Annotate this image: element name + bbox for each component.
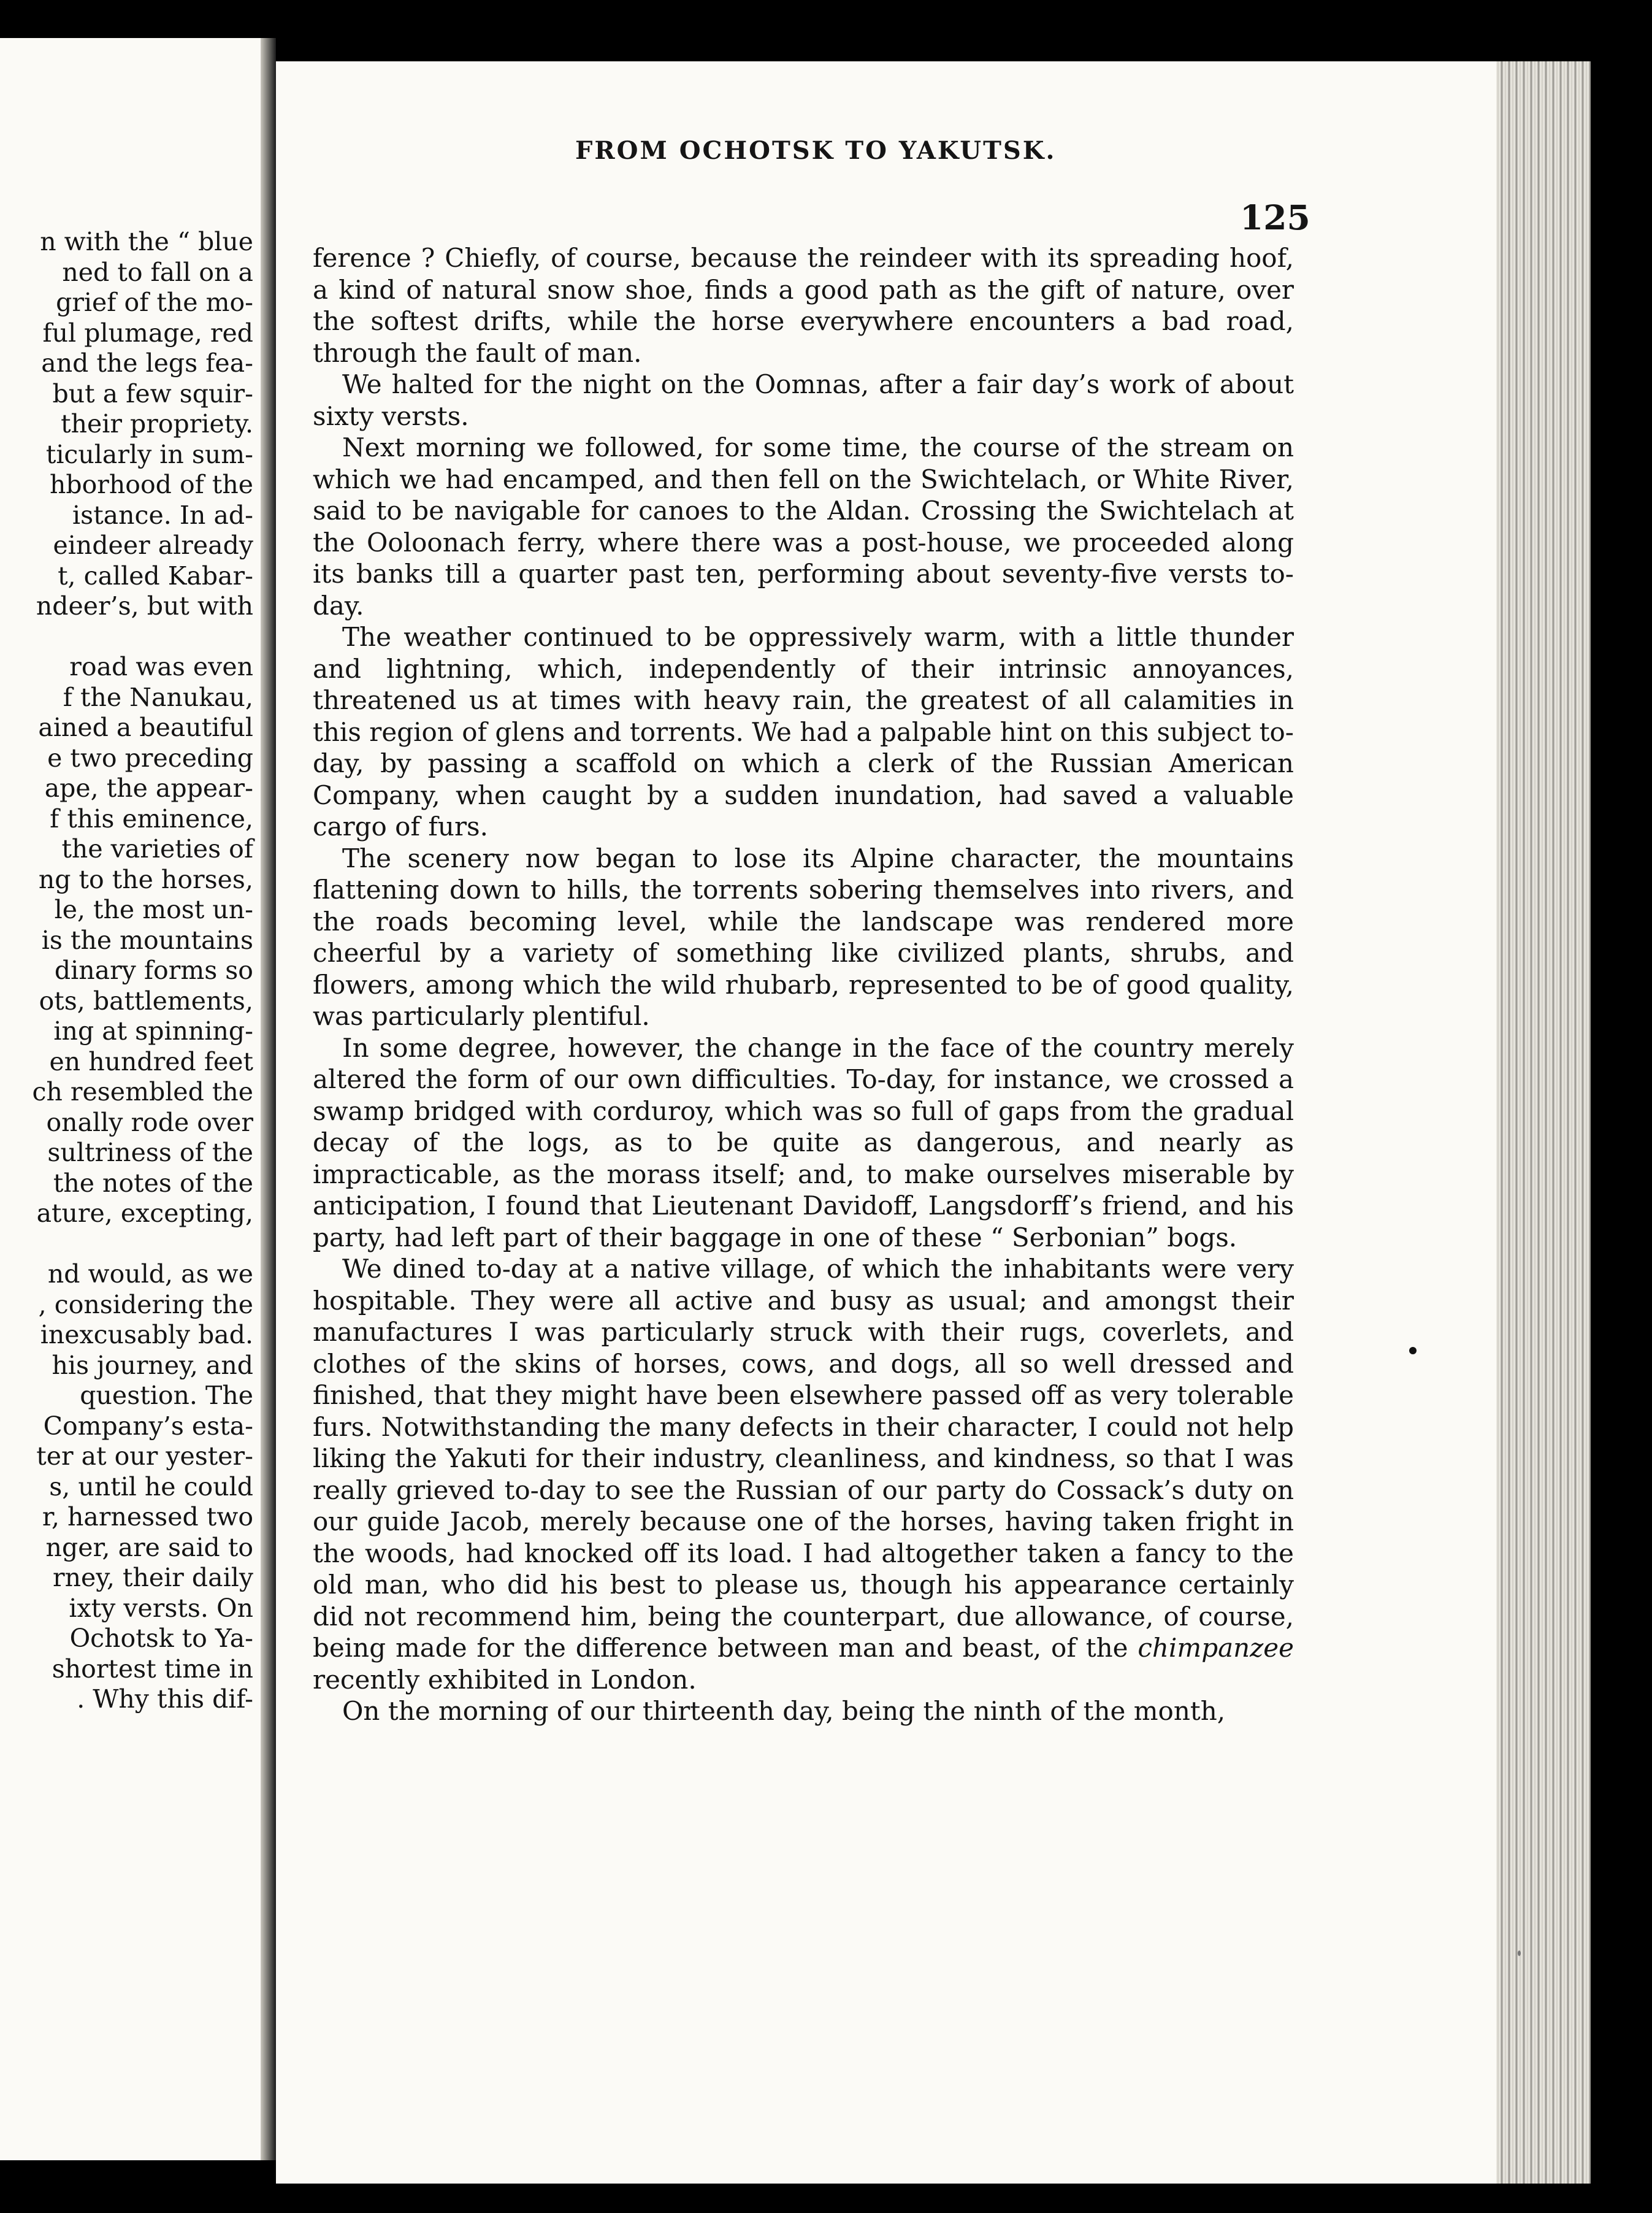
left-page-line: eindeer already	[53, 531, 253, 560]
paragraph: Next morning we followed, for some time, the course of the stream on which we had encamped, and then fell on the Swichtelach, or White River, said to be navigable for canoes to the Aldan. Crossing the Swichtelach at the Ooloonach ferry, where there was a post-house, we proceeded along its banks till a quarter past ten, performing about seventy-five versts to-day.	[313, 432, 1294, 621]
paragraph: We halted for the night on the Oomnas, after a fair day’s work of about sixty versts.	[313, 369, 1294, 431]
previous-page	[0, 38, 261, 2160]
left-page-line: ndeer’s, but with	[36, 591, 253, 621]
left-page-line: en hundred feet	[49, 1046, 253, 1076]
left-page-line: , considering the	[38, 1289, 253, 1319]
italic-word: chimpanzee	[1138, 1633, 1294, 1663]
paragraph: The scenery now began to lose its Alpine character, the mountains flattening down to hills, the torrents sobering themselves into rivers, and the roads becoming level, while the landscape was rendered more cheerful by a variety of something like civilized plants, shrubs, and flowers, among which the wild rhubarb, represented to be of good quality, was particularly plentiful.	[313, 843, 1294, 1031]
left-page-line: dinary forms so	[54, 956, 253, 985]
left-page-line: ained a beautiful	[38, 713, 253, 742]
left-page-line: hborhood of the	[49, 470, 253, 499]
left-page-line: inexcusably bad.	[40, 1320, 253, 1349]
left-page-line: ng to the horses,	[38, 864, 253, 894]
paragraph	[313, 1253, 1294, 1695]
left-page-line: rney, their daily	[52, 1563, 253, 1592]
left-page-line: ing at spinning-	[53, 1016, 253, 1046]
paragraph-text: We dined to-day at a native village, of which the inhabitants were very hospitable. They were all active and busy as usual; and amongst their manufactures I was particularly struck with their rugs, coverlets, and clothes of the skins of horses, cows, and dogs, all so well dressed and finished, that they might have been elsewhere passed off as very tolerable furs. Notwithstanding the many defects in their character, I could not help liking the Yakuti for their industry, cleanliness, and kindness, so that I was really grieved to-day to see the Russian of our party do Cossack’s duty on our guide Jacob, merely because one of the horses, having taken fright in the woods, had knocked off its load. I had altogether taken a fancy to the old man, who did his best to please us, though his appearance certainly did not recommend him, being the counterpart, due allowance, of course, being made for the difference between man and beast, of the	[313, 1254, 1294, 1663]
left-page-line: t, called Kabar-	[58, 561, 253, 591]
left-page-line: shortest time in	[52, 1654, 253, 1684]
page-fore-edge	[1496, 61, 1591, 2184]
left-page-line: ter at our yester-	[36, 1441, 253, 1471]
ink-speck	[1409, 1347, 1417, 1354]
left-page-line: but a few squir-	[52, 378, 253, 408]
left-page-line: grief of the mo-	[56, 288, 253, 317]
left-page-line: f this eminence,	[50, 804, 253, 834]
book-gutter	[261, 38, 276, 2160]
left-page-line: ned to fall on a	[62, 257, 253, 287]
left-page-line: n with the “ blue	[40, 227, 253, 256]
left-page-line: le, the most un-	[54, 895, 253, 924]
paragraph: In some degree, however, the change in the face of the country merely altered the form of our own difficulties. To-day, for instance, we crossed a swamp bridged with corduroy, which was so full of gaps from the gradual decay of the logs, as to be quite as dangerous, and nearly as impracticable, as the morass itself; and, to make ourselves miserable by anticipation, I found that Lieutenant Davidoff, Langsdorff’s friend, and his party, had left part of their baggage in one of these “ Serbonian” bogs.	[313, 1032, 1294, 1252]
page-number: 125	[1240, 198, 1310, 237]
left-page-line: ape, the appear-	[44, 773, 253, 803]
left-page-line: e two preceding	[47, 743, 253, 773]
left-page-line: sultriness of the	[47, 1138, 253, 1167]
left-page-line: nger, are said to	[45, 1532, 253, 1562]
left-page-line: ful plumage, red	[42, 318, 253, 348]
left-page-line: . Why this dif-	[77, 1684, 253, 1714]
left-page-line: ixty versts. On	[69, 1593, 253, 1623]
left-page-line: Ochotsk to Ya-	[69, 1624, 253, 1653]
paragraph-text-end: recently exhibited in London.	[313, 1664, 697, 1695]
left-page-line: onally rode over	[46, 1107, 253, 1137]
left-page-line: nd would, as we	[47, 1259, 253, 1289]
left-page-line: s, until he could	[49, 1471, 253, 1502]
running-title: FROM OCHOTSK TO YAKUTSK.	[575, 136, 1057, 165]
left-page-line: Company’s esta-	[43, 1411, 253, 1441]
left-page-line: ots, battlements,	[39, 986, 253, 1016]
left-page-line: f the Nanukau,	[63, 682, 253, 712]
left-page-line: ature, excepting,	[36, 1199, 253, 1228]
left-page-line: question. The	[80, 1381, 253, 1410]
left-page-line: r, harnessed two	[42, 1502, 253, 1532]
ink-speck	[1518, 1950, 1521, 1956]
paragraph: The weather continued to be oppressively warm, with a little thunder and lightning, which, independently of their intrinsic annoyances, threatened us at times with heavy rain, the greatest of all calamities in this region of glens and torrents. We had a palpable hint on this subject to-day, by passing a scaffold on which a clerk of the Russian American Company, when caught by a sudden inundation, had saved a valuable cargo of furs.	[313, 622, 1294, 842]
left-page-line: is the mountains	[41, 925, 253, 955]
left-page-line: road was even	[69, 652, 253, 681]
left-page-line: and the legs fea-	[41, 348, 253, 378]
left-page-line: the notes of the	[53, 1168, 253, 1198]
left-page-line: istance. In ad-	[72, 500, 253, 530]
left-page-line: the varieties of	[61, 834, 253, 864]
left-page-line: ch resembled the	[32, 1077, 253, 1106]
paragraph: On the morning of our thirteenth day, being the ninth of the month,	[342, 1696, 1226, 1726]
body-text	[313, 242, 1294, 1727]
left-page-line: their propriety.	[61, 409, 253, 439]
left-page-line: ticularly in sum-	[45, 439, 253, 469]
paragraph: ference ? Chiefly, of course, because the reindeer with its spreading hoof, a kind of natural snow shoe, finds a good path as the gift of nature, over the softest drifts, while the horse everywhere encounters a bad road, through the fault of man.	[313, 243, 1294, 368]
left-page-line: his journey, and	[52, 1350, 253, 1380]
